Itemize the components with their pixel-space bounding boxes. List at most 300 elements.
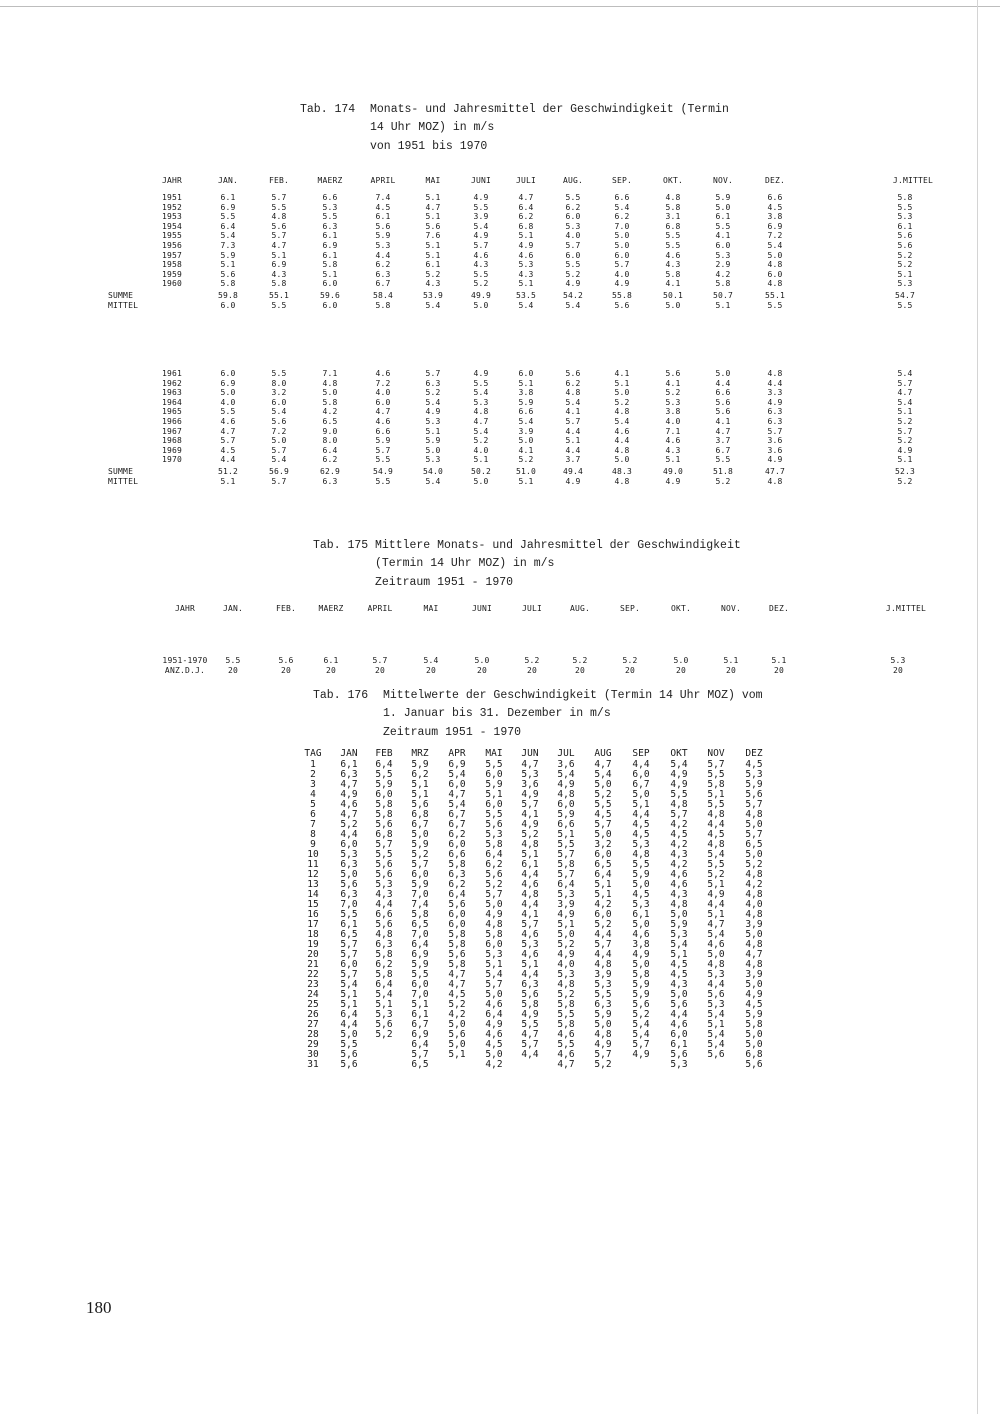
table-174-cell: 5.0 — [715, 202, 731, 212]
table-174-cell: 5.3 — [425, 455, 441, 465]
table-175-count-cell: 20 — [227, 666, 239, 675]
table-174-column-header: NOV. — [712, 176, 734, 185]
table-174-cell: 5.2 — [665, 388, 681, 398]
table-176-cell: 5,0 — [594, 1019, 612, 1030]
table-174-cell: 5.1 — [614, 378, 630, 388]
table-175-count-cell: 20 — [725, 666, 737, 675]
table-176-cell: 4,5 — [745, 999, 763, 1010]
table-176-cell: 6,2 — [375, 959, 393, 970]
table-174-cell: 5.4 — [614, 202, 630, 212]
table-174-column-header: APRIL — [370, 176, 396, 185]
table-176-cell: 6,5 — [340, 929, 358, 940]
table-176-cell: 6,4 — [485, 1009, 503, 1020]
table-175-value-cell: 5.0 — [474, 656, 490, 665]
table-174-cell: 4.8 — [767, 260, 783, 270]
table-174-cell: 5.7 — [897, 378, 913, 388]
table-176-cell: 5,0 — [448, 1039, 466, 1050]
table-174-cell: 4.6 — [220, 417, 236, 426]
table-174-cell: 5.3 — [375, 241, 391, 250]
table-176-cell: 5,0 — [632, 919, 650, 930]
table-176-cell: 4,7 — [448, 969, 466, 980]
table-174-column-header: JUNI — [470, 176, 492, 185]
table-176-cell: 5,0 — [745, 929, 763, 940]
table-176-cell: 6,9 — [448, 759, 466, 770]
table-175-count-cell: 20 — [892, 666, 904, 675]
table-174-cell: 5.7 — [271, 445, 287, 455]
table-176-cell: 4,9 — [594, 1039, 612, 1050]
table-175-count-cell: 20 — [675, 666, 687, 675]
table-174-cell: 5.8 — [665, 269, 681, 279]
table-174-cell: 6.4 — [322, 445, 338, 455]
table-174-mittel-cell: 4.9 — [665, 476, 681, 486]
table-176-cell: 4,5 — [670, 969, 688, 980]
table-176-cell: 5,1 — [707, 909, 725, 920]
table-176-cell: 5,2 — [557, 939, 575, 950]
table-176-cell: 4,8 — [745, 889, 763, 900]
table-174-cell: 4.9 — [614, 279, 630, 289]
table-175-column-header: AUG. — [569, 604, 591, 613]
table-176-cell: 5,4 — [707, 849, 725, 860]
table-176-column-header: MAI — [485, 748, 503, 759]
table-176-cell: 5,1 — [594, 879, 612, 890]
table-174-cell: 5.4 — [897, 369, 913, 378]
table-174-cell: 5.7 — [565, 241, 581, 250]
table-174-summe-cell: 47.7 — [764, 467, 786, 476]
table-174-cell: 5.5 — [473, 269, 489, 279]
table-176-cell: 5,4 — [557, 769, 575, 780]
table-174-cell: 4.0 — [220, 397, 236, 407]
table-176-cell: 5,2 — [521, 829, 539, 840]
table-176-cell: 5,4 — [632, 1029, 650, 1040]
table-174-cell: 4.4 — [375, 250, 391, 260]
table-174-cell: 5.7 — [767, 426, 783, 436]
table-176-cell: 5,8 — [411, 909, 429, 920]
table-176-cell: 5,5 — [594, 989, 612, 1000]
table-176-cell: 4,3 — [670, 849, 688, 860]
table-174-cell: 3.9 — [518, 426, 534, 436]
table-176-cell: 5,6 — [670, 999, 688, 1010]
table-176-cell: 4,8 — [521, 839, 539, 850]
table-176-cell: 5,5 — [707, 859, 725, 870]
table-176-cell: 5,9 — [745, 1009, 763, 1020]
table-176-cell: 5,0 — [485, 1049, 503, 1060]
table-176-cell: 6,0 — [448, 779, 466, 790]
table-174-cell: 4.5 — [767, 202, 783, 212]
table-174-cell: 6.9 — [220, 202, 236, 212]
table-174-cell: 4.0 — [565, 231, 581, 241]
table-174-cell: 4.5 — [220, 445, 236, 455]
table-174-cell: 6.3 — [375, 269, 391, 279]
table-176-cell: 4,8 — [557, 789, 575, 800]
table-176-cell: 5,3 — [485, 949, 503, 960]
table-174-cell: 3.8 — [767, 212, 783, 222]
table-174-cell: 6.0 — [518, 369, 534, 378]
table-176-cell: 6,2 — [448, 829, 466, 840]
table-174-cell: 4.8 — [473, 407, 489, 417]
table-174-cell: 5.0 — [614, 241, 630, 250]
table-176-cell: 5,6 — [448, 1029, 466, 1040]
table-176-day-cell: 20 — [307, 949, 319, 960]
table-174-cell: 5.1 — [518, 231, 534, 241]
table-176-cell: 4,5 — [670, 829, 688, 840]
table-174-cell: 5.2 — [897, 436, 913, 446]
table-176-cell: 5,4 — [707, 1039, 725, 1050]
table-174-cell: 5.5 — [473, 202, 489, 212]
table-174-cell: 4.8 — [665, 193, 681, 202]
table-175-value-cell: 5.2 — [622, 656, 638, 665]
table-176-day-cell: 6 — [310, 809, 316, 820]
table-174-cell: 4.0 — [473, 445, 489, 455]
table-174-cell: 5.4 — [518, 417, 534, 426]
table-174-cell: 5.1 — [322, 269, 338, 279]
table-174-cell: 5.3 — [665, 397, 681, 407]
table-174-cell: 6.0 — [220, 369, 236, 378]
table-176-cell: 5,6 — [745, 1059, 763, 1070]
table-176-cell: 4,2 — [448, 1009, 466, 1020]
table-176-cell: 5,3 — [485, 829, 503, 840]
table-176-cell: 4,9 — [632, 1049, 650, 1060]
table-176-cell: 4,8 — [594, 1029, 612, 1040]
table-176-cell: 4,9 — [521, 789, 539, 800]
table-174-cell: 5.8 — [220, 279, 236, 289]
table-176-cell: 5,5 — [340, 1039, 358, 1050]
table-176-cell: 5,6 — [448, 949, 466, 960]
table-176-cell: 7,0 — [411, 889, 429, 900]
table-175-count-cell: 20 — [374, 666, 386, 675]
table-176-cell: 5,5 — [557, 1009, 575, 1020]
table-174-cell: 6.0 — [375, 397, 391, 407]
table-174-cell: 6.1 — [425, 260, 441, 270]
table-176-cell: 4,2 — [594, 899, 612, 910]
table-176-cell: 5,3 — [375, 1009, 393, 1020]
table-176-cell: 4,8 — [707, 809, 725, 820]
table-174-cell: 4.2 — [322, 407, 338, 417]
table-176-day-cell: 17 — [307, 919, 319, 930]
table-174-summe-cell: 49.9 — [470, 291, 492, 300]
table-176-cell: 5,4 — [707, 929, 725, 940]
table-176-cell: 4,7 — [521, 1029, 539, 1040]
table-176-cell: 5,3 — [707, 969, 725, 980]
table-176-cell: 4,6 — [632, 929, 650, 940]
table-174-cell: 5.0 — [518, 436, 534, 446]
table-174-cell: 6.6 — [518, 407, 534, 417]
table-174-summe-cell: 54.7 — [894, 291, 916, 300]
table-174-cell: 6.1 — [897, 221, 913, 231]
table-176-cell: 4,8 — [670, 799, 688, 810]
table-176-cell: 4,3 — [375, 889, 393, 900]
table-176-cell: 4,9 — [557, 779, 575, 790]
table-174-column-header: DEZ. — [764, 176, 786, 185]
table-174-column-header: SEP. — [611, 176, 633, 185]
table-174-cell: 7.0 — [614, 221, 630, 231]
table-176-cell: 4,3 — [670, 889, 688, 900]
table-176-cell: 7,4 — [411, 899, 429, 910]
table-174-cell: 1970 — [161, 455, 183, 465]
table-174-summe-cell: 49.0 — [662, 467, 684, 476]
table-174-cell: 6.3 — [322, 221, 338, 231]
table-176-cell: 5,0 — [632, 789, 650, 800]
table-174-cell: 6.4 — [518, 202, 534, 212]
table-176-cell: 6,0 — [557, 799, 575, 810]
table-176-cell: 5,5 — [594, 799, 612, 810]
table-176-cell: 5,9 — [557, 809, 575, 820]
table-174-cell: 5.4 — [271, 455, 287, 465]
table-176-cell: 4,8 — [707, 959, 725, 970]
table-176-cell: 4,7 — [340, 779, 358, 790]
table-176-cell: 5,0 — [485, 989, 503, 1000]
table-174-column-header: OKT. — [662, 176, 684, 185]
table-176-cell: 5,8 — [375, 949, 393, 960]
table-176-cell: 5,3 — [521, 769, 539, 780]
table-174-mittel-cell: 5.2 — [715, 476, 731, 486]
table-176-cell: 5,0 — [340, 869, 358, 880]
table-176-cell: 5,6 — [375, 1019, 393, 1030]
table-176-cell: 5,6 — [485, 869, 503, 880]
table-174-mittel-cell: 4.8 — [614, 476, 630, 486]
table-174-cell: 6.2 — [565, 202, 581, 212]
table-175-value-cell: 6.1 — [323, 656, 339, 665]
table-176-cell: 5,8 — [557, 999, 575, 1010]
table-174-mittel-cell: 5.4 — [565, 300, 581, 310]
table-176-cell: 3,9 — [745, 919, 763, 930]
table-174-mittel-cell: 6.0 — [322, 300, 338, 310]
table-176-cell: 4,5 — [594, 809, 612, 820]
table-175-value-cell: 5.2 — [524, 656, 540, 665]
table-174-cell: 5.2 — [897, 250, 913, 260]
table-174-cell: 6.0 — [565, 212, 581, 222]
table-176-cell: 6,8 — [411, 809, 429, 820]
table-174-cell: 3.7 — [565, 455, 581, 465]
table-176-day-cell: 22 — [307, 969, 319, 980]
table-174-cell: 5.5 — [375, 455, 391, 465]
table-174-cell: 4.1 — [715, 417, 731, 426]
table-174-cell: 5.4 — [271, 407, 287, 417]
table-174-cell: 5.9 — [220, 250, 236, 260]
table-175-column-header: JAN. — [222, 604, 244, 613]
table-174-cell: 4.8 — [767, 369, 783, 378]
table-174-cell: 3.3 — [767, 388, 783, 398]
scan-edge-top — [0, 6, 1000, 7]
table-174-cell: 5.4 — [473, 221, 489, 231]
table-176-cell: 5,6 — [521, 989, 539, 1000]
table-174-mittel-cell: 5.6 — [614, 300, 630, 310]
table-175-value-cell: 5.5 — [225, 656, 241, 665]
table-176-cell: 5,7 — [557, 849, 575, 860]
table-176-cell: 5,1 — [411, 999, 429, 1010]
table-174-cell: 1964 — [161, 397, 183, 407]
table-176-column-header: APR — [448, 748, 466, 759]
table-174-cell: 5.0 — [322, 388, 338, 398]
table-176-cell: 4,2 — [670, 859, 688, 870]
table-176-cell: 4,9 — [340, 789, 358, 800]
table-174-mittel-label: MITTEL — [108, 476, 139, 486]
table-174-cell: 5.1 — [425, 426, 441, 436]
table-176-cell: 5,2 — [375, 1029, 393, 1040]
table-176-cell: 5,9 — [375, 779, 393, 790]
table-176-cell: 6,7 — [632, 779, 650, 790]
table-174-cell: 4.5 — [375, 202, 391, 212]
table-174-cell: 4.3 — [665, 445, 681, 455]
table-174-mittel-cell: 4.9 — [565, 476, 581, 486]
table-176-day-cell: 4 — [310, 789, 316, 800]
table-176-cell: 5,1 — [485, 959, 503, 970]
table-176-cell: 4,8 — [745, 869, 763, 880]
table-174-cell: 4.8 — [767, 279, 783, 289]
table-176-cell: 5,0 — [745, 1029, 763, 1040]
table-174-cell: 6.2 — [565, 378, 581, 388]
table-176-cell: 5,5 — [707, 769, 725, 780]
table-175-value-cell: 5.1 — [723, 656, 739, 665]
table-174-cell: 5.7 — [220, 436, 236, 446]
table-176-cell: 5,4 — [670, 939, 688, 950]
table-176-cell: 6,4 — [411, 1039, 429, 1050]
table-174-cell: 6.1 — [322, 231, 338, 241]
table-174-cell: 5.9 — [425, 436, 441, 446]
table-175-count-cell: 20 — [574, 666, 586, 675]
table-176-cell: 6,9 — [411, 1029, 429, 1040]
table-174-cell: 4.6 — [665, 436, 681, 446]
table-176-cell: 4,4 — [340, 1019, 358, 1030]
table-174-cell: 3.8 — [518, 388, 534, 398]
table-174-mittel-cell: 5.8 — [375, 300, 391, 310]
table-174-cell: 6.8 — [518, 221, 534, 231]
table-176-cell: 5,3 — [557, 969, 575, 980]
table-174-cell: 5.1 — [665, 455, 681, 465]
table-174-cell: 4.7 — [715, 426, 731, 436]
table-176-cell: 5,5 — [557, 1039, 575, 1050]
table-176-cell: 5,7 — [485, 889, 503, 900]
table-174-cell: 5.8 — [665, 202, 681, 212]
table-176-cell: 5,6 — [375, 819, 393, 830]
table-176-cell: 5,2 — [594, 919, 612, 930]
table-176-cell: 5,7 — [485, 979, 503, 990]
table-174-summe-cell: 54.9 — [372, 467, 394, 476]
table-176-cell: 4,6 — [521, 949, 539, 960]
table-176-cell: 4,4 — [521, 869, 539, 880]
table-174-cell: 5.1 — [518, 378, 534, 388]
table-174-cell: 1967 — [161, 426, 183, 436]
table-176-cell: 3,9 — [745, 969, 763, 980]
table-174-cell: 4.6 — [473, 250, 489, 260]
table-174-cell: 5.5 — [565, 260, 581, 270]
table-176-cell: 5,3 — [632, 899, 650, 910]
table-174-cell: 5.5 — [271, 369, 287, 378]
table-176-cell: 6,7 — [448, 809, 466, 820]
table-174-cell: 6.9 — [271, 260, 287, 270]
table-174-cell: 4.3 — [665, 260, 681, 270]
table-174-cell: 5.8 — [897, 193, 913, 202]
table-176-day-cell: 27 — [307, 1019, 319, 1030]
table-176-cell: 5,1 — [485, 789, 503, 800]
table-174-cell: 5.4 — [767, 241, 783, 250]
table-176-cell: 4,9 — [521, 1009, 539, 1020]
table-174-cell: 5.2 — [897, 260, 913, 270]
table-174-cell: 4.4 — [715, 378, 731, 388]
table-174-cell: 6.6 — [715, 388, 731, 398]
table-174-cell: 1963 — [161, 388, 183, 398]
table-176-day-cell: 29 — [307, 1039, 319, 1050]
table-176-cell: 4,8 — [557, 979, 575, 990]
table-174-cell: 4.6 — [614, 426, 630, 436]
table-175-value-cell: 5.0 — [673, 656, 689, 665]
table-176-cell: 5,4 — [594, 769, 612, 780]
table-176-cell: 5,7 — [745, 829, 763, 840]
table-174-cell: 4.8 — [614, 407, 630, 417]
table-174-cell: 5.5 — [322, 212, 338, 222]
table-174-cell: 7.4 — [375, 193, 391, 202]
table-176-column-header: FEB — [375, 748, 393, 759]
table-176-day-cell: 3 — [310, 779, 316, 790]
table-174-cell: 4.2 — [715, 269, 731, 279]
table-174-cell: 5.2 — [425, 269, 441, 279]
table-174-cell: 5.5 — [715, 455, 731, 465]
table-174-summe-cell: 59.6 — [319, 291, 341, 300]
table-174-cell: 5.0 — [715, 369, 731, 378]
table-174-cell: 4.9 — [518, 241, 534, 250]
table-174-summe-cell: 48.3 — [611, 467, 633, 476]
table-174-column-header: J.MITTEL — [892, 176, 934, 185]
table-176-cell: 6,1 — [411, 1009, 429, 1020]
table-176-cell: 4,8 — [707, 839, 725, 850]
table-176-cell: 6,2 — [411, 769, 429, 780]
table-174-cell: 5.3 — [473, 397, 489, 407]
table-176-cell: 5,8 — [375, 809, 393, 820]
table-176-cell: 4,5 — [485, 1039, 503, 1050]
table-174-cell: 5.3 — [897, 212, 913, 222]
table-174-column-header: JULI — [515, 176, 537, 185]
table-176-cell: 6,1 — [340, 759, 358, 770]
table-174-cell: 4.7 — [425, 202, 441, 212]
table-174-cell: 5.0 — [767, 250, 783, 260]
table-174-cell: 5.7 — [271, 231, 287, 241]
table-176-cell: 4,8 — [745, 959, 763, 970]
table-176-title-line1: Mittelwerte der Geschwindigkeit (Termin 14 Uhr MOZ) vom — [383, 689, 763, 702]
table-176-cell: 5,1 — [521, 849, 539, 860]
table-174-mittel-cell: 5.5 — [897, 300, 913, 310]
table-176-cell: 5,0 — [557, 929, 575, 940]
table-174-summe-cell: 53.9 — [422, 291, 444, 300]
table-176-cell: 5,0 — [745, 979, 763, 990]
table-176-cell: 5,7 — [745, 799, 763, 810]
table-174-cell: 4.9 — [767, 397, 783, 407]
table-176-day-cell: 12 — [307, 869, 319, 880]
table-174-cell: 5.0 — [614, 455, 630, 465]
table-176-column-header: JUL — [557, 748, 575, 759]
table-176-cell: 5,7 — [521, 1039, 539, 1050]
table-175-column-header: APRIL — [367, 604, 393, 613]
table-176-cell: 5,5 — [557, 839, 575, 850]
table-176-cell: 4,4 — [632, 759, 650, 770]
table-174-cell: 5.6 — [897, 241, 913, 250]
table-176-cell: 5,8 — [521, 999, 539, 1010]
table-174-cell: 4.7 — [271, 241, 287, 250]
table-174-summe-label: SUMME — [108, 467, 134, 476]
table-176-column-header: DEZ — [745, 748, 763, 759]
table-174-cell: 5.2 — [614, 397, 630, 407]
table-175-value-cell: 5.4 — [423, 656, 439, 665]
table-176-cell: 6,5 — [594, 859, 612, 870]
table-176-cell: 6,4 — [375, 979, 393, 990]
table-176-day-cell: 31 — [307, 1059, 319, 1070]
table-176-cell: 4,4 — [707, 979, 725, 990]
table-174-cell: 4.1 — [665, 279, 681, 289]
table-174-cell: 3.6 — [767, 445, 783, 455]
table-176-cell: 6,2 — [485, 859, 503, 870]
table-174-cell: 5.2 — [565, 269, 581, 279]
table-174-cell: 1951 — [161, 193, 183, 202]
table-176-cell: 6,0 — [411, 979, 429, 990]
table-176-cell: 6,0 — [632, 769, 650, 780]
